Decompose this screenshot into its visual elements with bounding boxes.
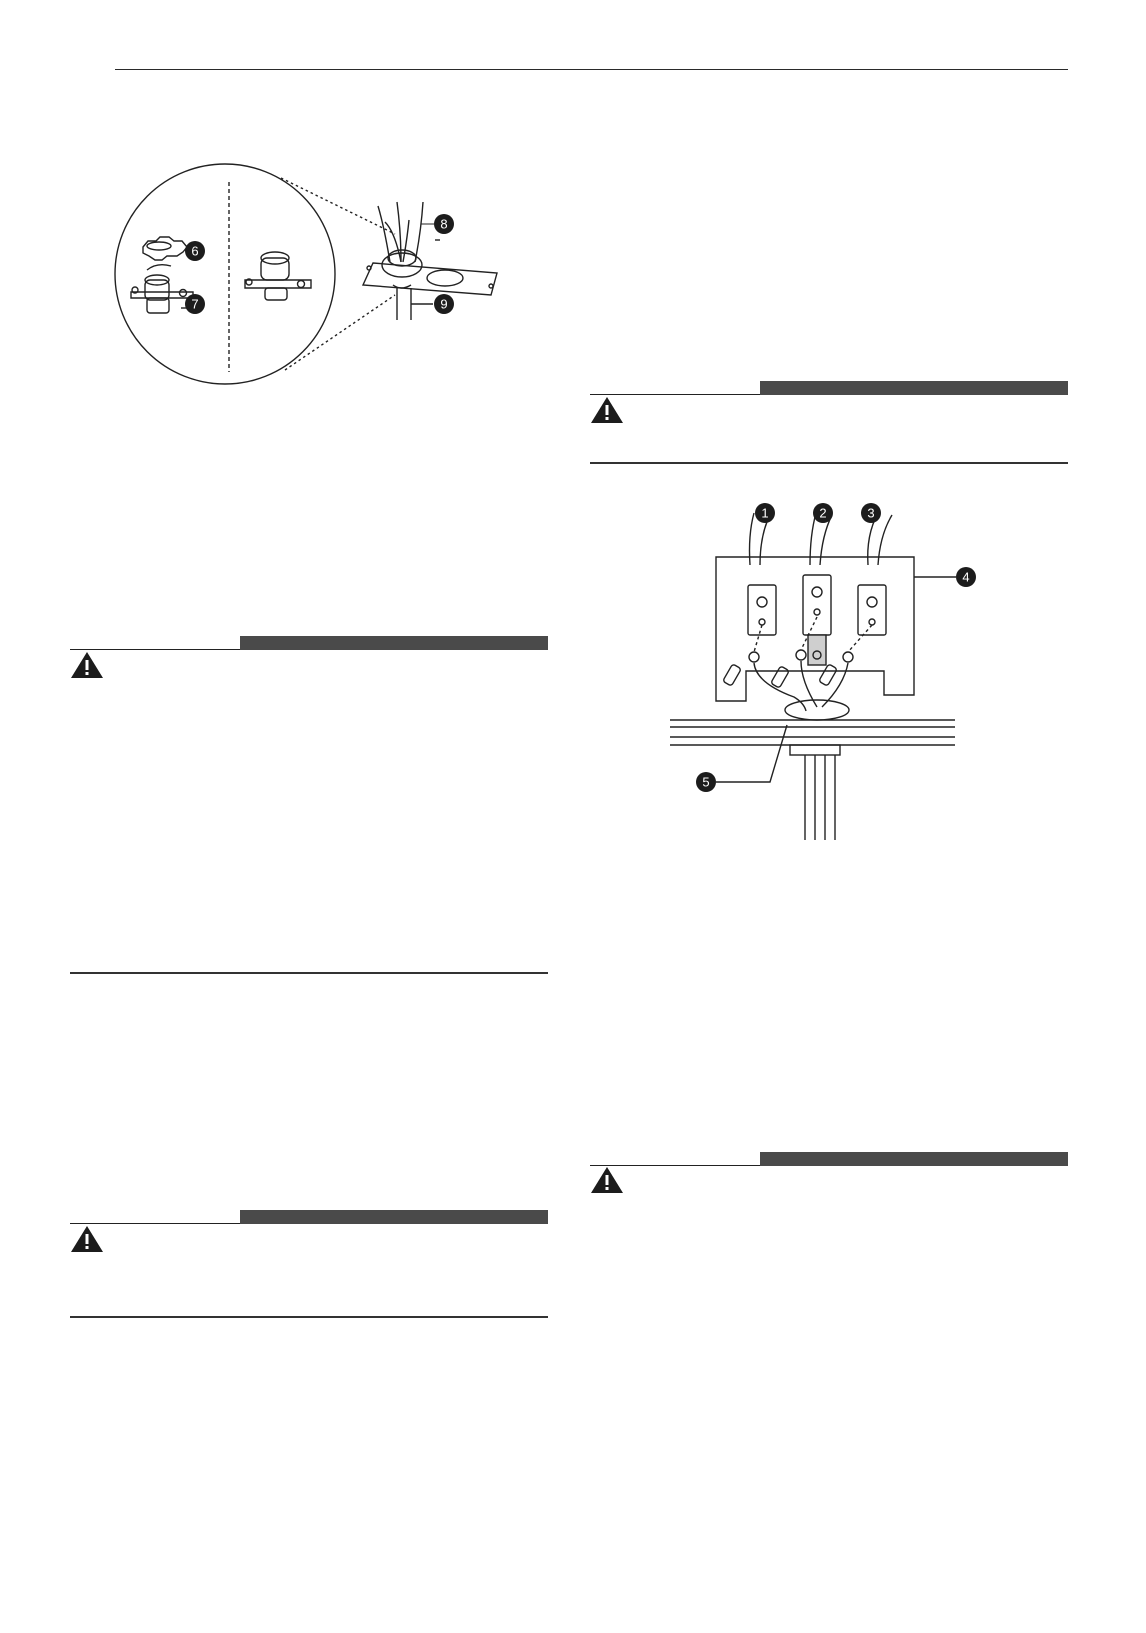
callout-9 xyxy=(434,294,454,314)
warning-header-bar xyxy=(70,1210,548,1224)
warning-triangle-icon xyxy=(590,1165,624,1195)
svg-text:8: 8 xyxy=(440,216,448,232)
warning-header-bar xyxy=(590,381,1068,395)
terminal-block-figure xyxy=(670,495,990,845)
header-rule xyxy=(115,69,1068,70)
conduit-connector-figure xyxy=(105,160,525,400)
warning-header-bar xyxy=(70,636,548,650)
magnifier-circle xyxy=(115,164,335,384)
svg-text:1: 1 xyxy=(761,505,769,521)
warning-triangle-icon xyxy=(70,650,104,680)
callout-1 xyxy=(755,503,775,523)
svg-text:2: 2 xyxy=(819,505,827,521)
svg-text:4: 4 xyxy=(962,569,970,585)
warning-triangle-icon xyxy=(70,1224,104,1254)
callout-8 xyxy=(434,214,454,234)
warning-triangle-icon xyxy=(590,395,624,425)
warning-end-rule xyxy=(70,1316,548,1318)
callout-6 xyxy=(185,241,205,261)
warning-header-bar xyxy=(590,1152,1068,1166)
svg-text:3: 3 xyxy=(867,505,875,521)
warning-end-rule xyxy=(70,972,548,974)
callout-3 xyxy=(861,503,881,523)
callout-2 xyxy=(813,503,833,523)
warning-end-rule xyxy=(590,462,1068,464)
callout-4 xyxy=(956,567,976,587)
svg-text:5: 5 xyxy=(702,774,710,790)
callout-5 xyxy=(696,772,716,792)
callout-7 xyxy=(185,294,205,314)
svg-text:9: 9 xyxy=(440,296,448,312)
svg-text:6: 6 xyxy=(191,243,199,259)
svg-text:7: 7 xyxy=(191,296,199,312)
